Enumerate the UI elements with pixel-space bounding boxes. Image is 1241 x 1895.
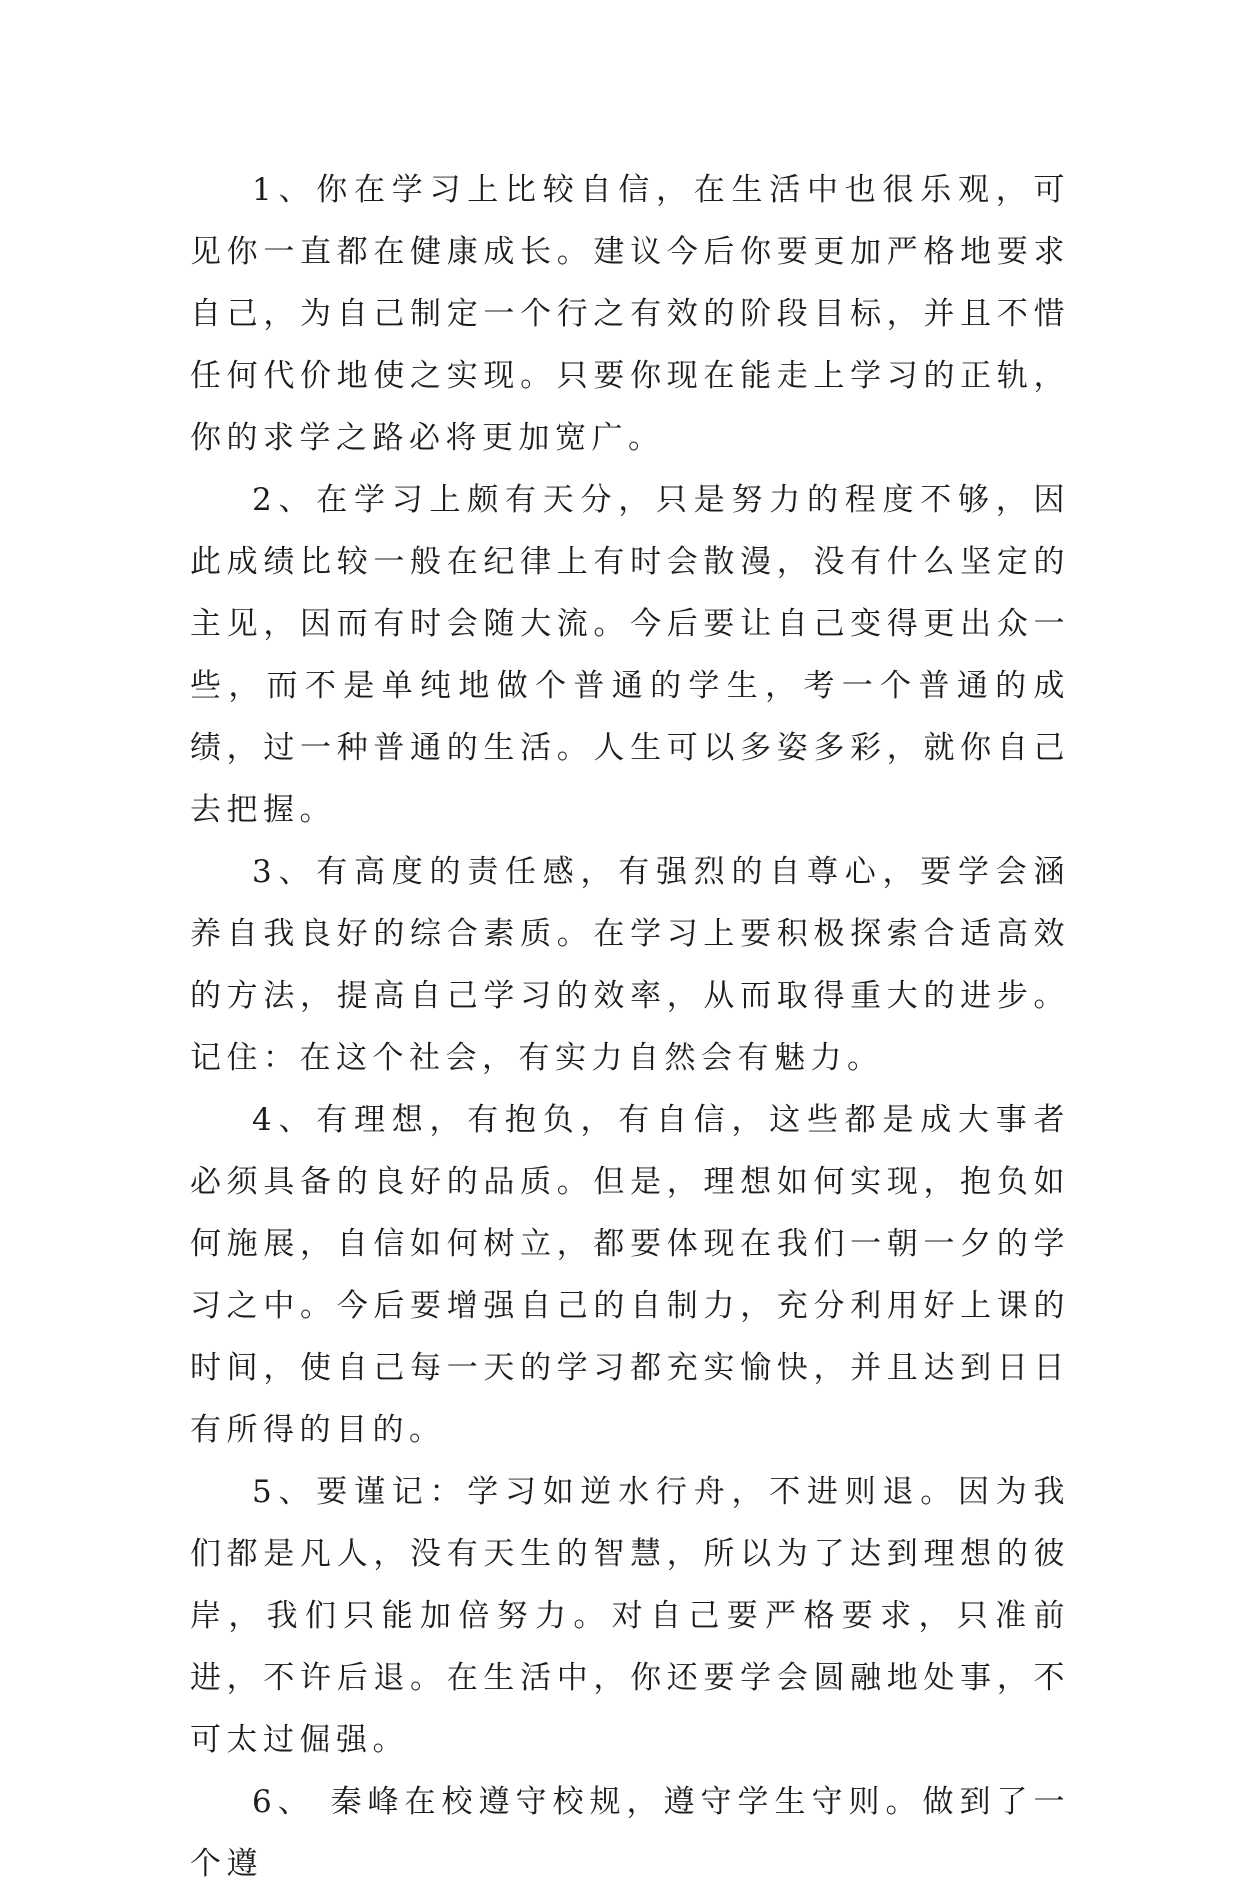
paragraph-2: 2、在学习上颇有天分，只是努力的程度不够，因此成绩比较一般在纪律上有时会散漫，没有什么坚定的主见，因而有时会随大流。今后要让自己变得更出众一些，而不是单纯地做个普通的学生，考一个普通的成绩，过一种普通的生活。人生可以多姿多彩，就你自己去把握。	[190, 482, 1070, 828]
paragraph-3: 3、有高度的责任感，有强烈的自尊心，要学会涵养自我良好的综合素质。在学习上要积极探索合适高效的方法，提高自己学习的效率，从而取得重大的进步。记住：在这个社会，有实力自然会有魅力。	[190, 854, 1070, 1076]
document-body	[190, 159, 1070, 1895]
paragraph-6: 6、 秦峰在校遵守校规，遵守学生守则。做到了一个遵	[190, 1784, 1070, 1882]
paragraph-1: 1、你在学习上比较自信，在生活中也很乐观，可见你一直都在健康成长。建议今后你要更加严格地要求自己，为自己制定一个行之有效的阶段目标，并且不惜任何代价地使之实现。只要你现在能走上学习的正轨，你的求学之路必将更加宽广。	[190, 172, 1070, 456]
paragraph-5: 5、要谨记：学习如逆水行舟，不进则退。因为我们都是凡人，没有天生的智慧，所以为了达到理想的彼岸，我们只能加倍努力。对自己要严格要求，只准前进，不许后退。在生活中，你还要学会圆融地处事，不可太过倔强。	[190, 1474, 1070, 1758]
paragraph-4: 4、有理想，有抱负，有自信，这些都是成大事者必须具备的良好的品质。但是，理想如何实现，抱负如何施展，自信如何树立，都要体现在我们一朝一夕的学习之中。今后要增强自己的自制力，充分利用好上课的时间，使自己每一天的学习都充实愉快，并且达到日日有所得的目的。	[190, 1102, 1070, 1448]
